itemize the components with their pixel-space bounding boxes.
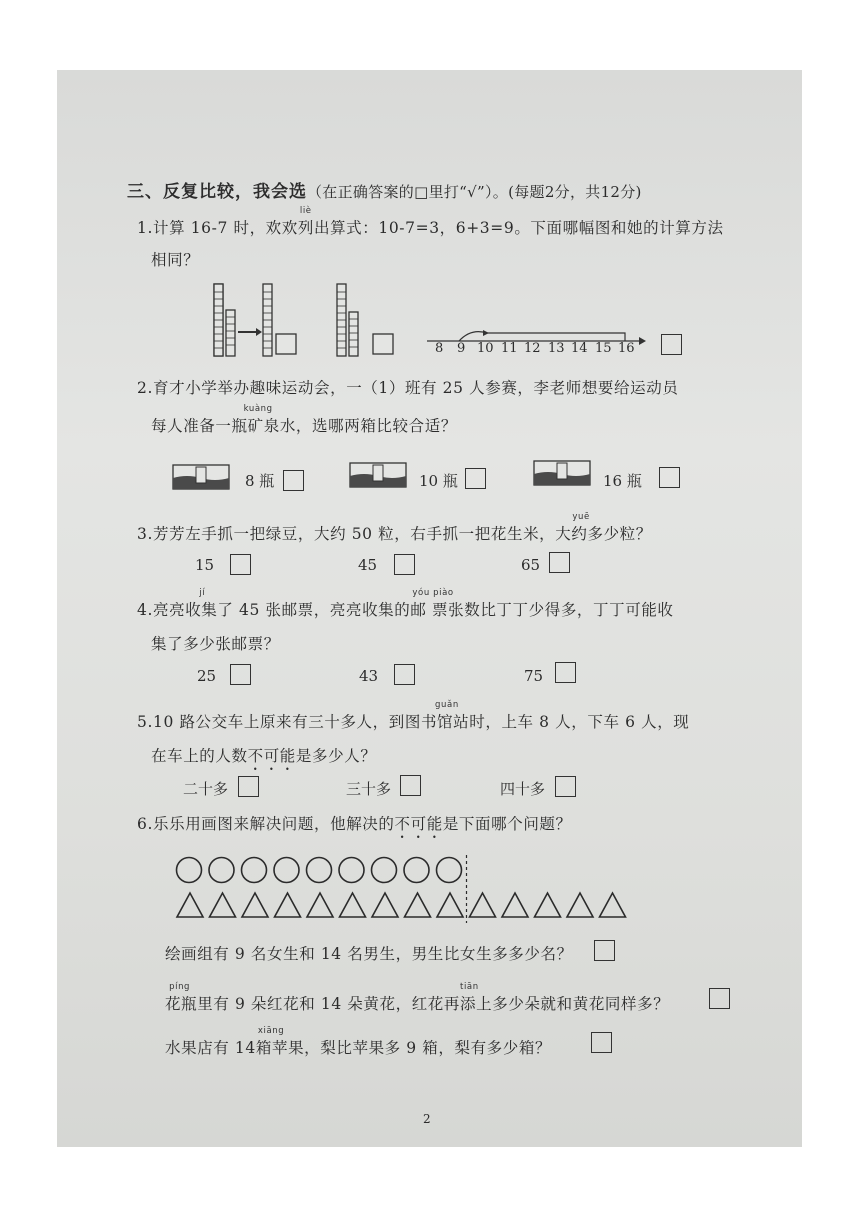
triangle-shape [242, 893, 268, 917]
q3-answer-box-2[interactable] [394, 554, 415, 575]
q2-answer-box-3[interactable] [659, 467, 680, 488]
q6-opt3-a: 水果店有 14 [165, 1039, 256, 1057]
q6-opt2-a: 花 [165, 995, 182, 1013]
q1-lie-char: 列 [297, 219, 314, 237]
tick-label: 16 [618, 341, 635, 356]
triangle-shape [177, 893, 203, 917]
q6-ping-char: 瓶 [181, 995, 198, 1013]
q6-answer-box-3[interactable] [591, 1032, 612, 1053]
q2-water-crate-icon-2 [349, 460, 409, 490]
q4-text-a: 4.亮亮收 [137, 601, 202, 619]
section-title-text: 三、反复比较，我会选 [127, 182, 307, 202]
q3-yue-pinyin: yuē [572, 512, 590, 522]
q1-option-b-figure [335, 282, 397, 358]
triangle-shape [307, 893, 333, 917]
q5-option-label-1: 二十多 [183, 780, 229, 798]
q4-youpiao-chars: 邮 票 [410, 601, 449, 619]
q3-option-label-1: 15 [195, 556, 215, 574]
q6-tian [460, 982, 479, 1013]
q2-option-label-1: 8 瓶 [245, 472, 275, 490]
q5-option-label-3: 四十多 [500, 780, 546, 798]
triangle-shape [210, 893, 236, 917]
q5-answer-box-2[interactable] [400, 775, 421, 796]
circle-shape [274, 858, 299, 883]
q2-line2 [151, 404, 457, 436]
q4-ji-char: 集 [201, 601, 218, 619]
tick-label: 13 [548, 341, 565, 356]
q6-option-1-text: 绘画组有 9 名女生和 14 名男生，男生比女生多多少名？ [165, 945, 573, 963]
q2-answer-box-1[interactable] [283, 470, 304, 491]
triangle-shape [470, 893, 496, 917]
circle-shape [209, 858, 234, 883]
q6-circles-triangles-figure [175, 855, 625, 925]
tick-label: 14 [571, 341, 588, 356]
q4-youpiao [410, 588, 454, 619]
q2-kuang [243, 404, 273, 435]
q2-option-label-2: 10 瓶 [419, 472, 458, 490]
q1-line1 [137, 206, 724, 238]
q6-xiang-pinyin: xiāng [257, 1026, 285, 1036]
q5-line2 [151, 744, 376, 774]
q5-option-label-2: 三十多 [346, 780, 392, 798]
circle-shape [307, 858, 332, 883]
q5-emphasis: 不可能 [247, 747, 296, 765]
q4-line2: 集了多少张邮票？ [151, 635, 280, 653]
q2-line1: 2.育才小学举办趣味运动会，一（1）班有 25 人参赛，李老师想要给运动员 [137, 379, 679, 397]
q6-ping-pinyin: píng [169, 982, 191, 992]
q1-lie [297, 206, 314, 237]
q4-option-label-2: 43 [359, 667, 379, 685]
q4-text-b: 了 45 张邮票，亮亮收集的 [217, 601, 411, 619]
q4-line1 [137, 588, 674, 620]
q4-answer-box-2[interactable] [394, 664, 415, 685]
circle-shape [404, 858, 429, 883]
q5-line1 [137, 700, 690, 732]
q6-text-b: 是下面哪个问题？ [442, 815, 572, 833]
circle-shape [177, 858, 202, 883]
q1-number-line-labels [425, 341, 655, 361]
q1-option-a-figure [212, 282, 302, 358]
triangle-shape [340, 893, 366, 917]
q6-option-2-text [165, 982, 670, 1014]
tick-label: 9 [457, 341, 466, 356]
q6-opt3-b: 苹果，梨比苹果多 9 箱，梨有多少箱？ [271, 1039, 552, 1057]
q4-option-label-3: 75 [524, 667, 544, 685]
triangle-shape [372, 893, 398, 917]
q4-youpiao-pinyin: yóu piào [412, 588, 454, 598]
q6-xiang-char: 箱 [255, 1039, 272, 1057]
q2-water-crate-icon-3 [533, 458, 593, 488]
q5-text-a: 5.10 路公交车上原来有三十多人，到图书 [137, 713, 438, 731]
q3-line [137, 512, 652, 544]
q5-text-b2: 是多少人？ [295, 747, 377, 765]
q2-option-label-3: 16 瓶 [603, 472, 642, 490]
triangle-shape [535, 893, 561, 917]
q6-emphasis: 不可能 [394, 815, 443, 833]
q4-answer-box-3[interactable] [555, 662, 576, 683]
triangle-shape [567, 893, 593, 917]
q3-yue-char: 约 [571, 525, 588, 543]
q5-text-a2: 在车上的人数 [151, 747, 248, 765]
q6-answer-box-2[interactable] [709, 988, 730, 1009]
q6-opt2-b: 里有 9 朵红花和 14 朵黄花，红花再 [197, 995, 461, 1013]
q5-guan-char: 馆 [437, 713, 454, 731]
q5-text-b: 站时，上车 8 人，下车 6 人，现 [453, 713, 690, 731]
q3-answer-box-1[interactable] [230, 554, 251, 575]
q6-line [137, 812, 572, 842]
q2-text-a: 每人准备一瓶 [151, 417, 248, 435]
q3-option-label-2: 45 [358, 556, 378, 574]
circle-shape [437, 858, 462, 883]
triangle-shape [437, 893, 463, 917]
circle-shape [242, 858, 267, 883]
tick-label: 15 [595, 341, 612, 356]
q1-text-b: 出算式：10-7=3，6+3=9。下面哪幅图和她的计算方法 [313, 219, 724, 237]
section-title [127, 177, 642, 202]
q2-kuang-char: 矿 [247, 417, 264, 435]
q5-answer-box-3[interactable] [555, 776, 576, 797]
q3-answer-box-3[interactable] [549, 552, 570, 573]
q4-answer-box-1[interactable] [230, 664, 251, 685]
q4-option-label-1: 25 [197, 667, 217, 685]
q1-answer-box-c[interactable] [661, 334, 682, 355]
q6-tian-char: 添 [460, 995, 477, 1013]
triangle-shape [600, 893, 626, 917]
q6-answer-box-1[interactable] [594, 940, 615, 961]
q6-xiang [255, 1026, 285, 1057]
triangle-shape [405, 893, 431, 917]
q5-guan-pinyin: guǎn [435, 700, 459, 710]
q3-option-label-3: 65 [521, 556, 541, 574]
tick-label: 11 [501, 341, 518, 356]
tick-label: 8 [435, 341, 444, 356]
exam-sheet [57, 70, 802, 1147]
tick-label: 10 [477, 341, 494, 356]
q4-text-c: 张数比丁丁少得多，丁丁可能收 [448, 601, 674, 619]
page-number: 2 [423, 1112, 431, 1126]
triangle-shape [502, 893, 528, 917]
q2-water-crate-icon-1 [172, 462, 232, 492]
q4-ji-pinyin: jí [199, 588, 206, 598]
q6-opt2-c: 上多少朵就和黄花同样多？ [476, 995, 670, 1013]
circle-shape [372, 858, 397, 883]
circle-shape [339, 858, 364, 883]
q2-answer-box-2[interactable] [465, 468, 486, 489]
section-note: （在正确答案的□里打“√”）。(每题2分，共12分) [307, 183, 642, 201]
q2-text-b: 泉水，选哪两箱比较合适？ [263, 417, 457, 435]
q3-yue [571, 512, 590, 543]
q6-text-a: 6.乐乐用画图来解决问题，他解决的 [137, 815, 395, 833]
q1-line2: 相同？ [151, 251, 200, 269]
q1-text-a: 1.计算 16-7 时，欢欢 [137, 219, 298, 237]
q2-kuang-pinyin: kuàng [243, 404, 273, 414]
q5-answer-box-1[interactable] [238, 776, 259, 797]
q6-ping [169, 982, 198, 1013]
q3-text-a: 3.芳芳左手抓一把绿豆，大约 50 粒，右手抓一把花生米，大 [137, 525, 572, 543]
q5-guan [435, 700, 459, 731]
q6-tian-pinyin: tiān [460, 982, 479, 992]
q1-lie-pinyin: liè [299, 206, 312, 216]
tick-label: 12 [524, 341, 541, 356]
triangle-shape [275, 893, 301, 917]
q4-ji [199, 588, 218, 619]
q3-text-b: 多少粒？ [587, 525, 652, 543]
q6-option-3-text [165, 1026, 552, 1058]
